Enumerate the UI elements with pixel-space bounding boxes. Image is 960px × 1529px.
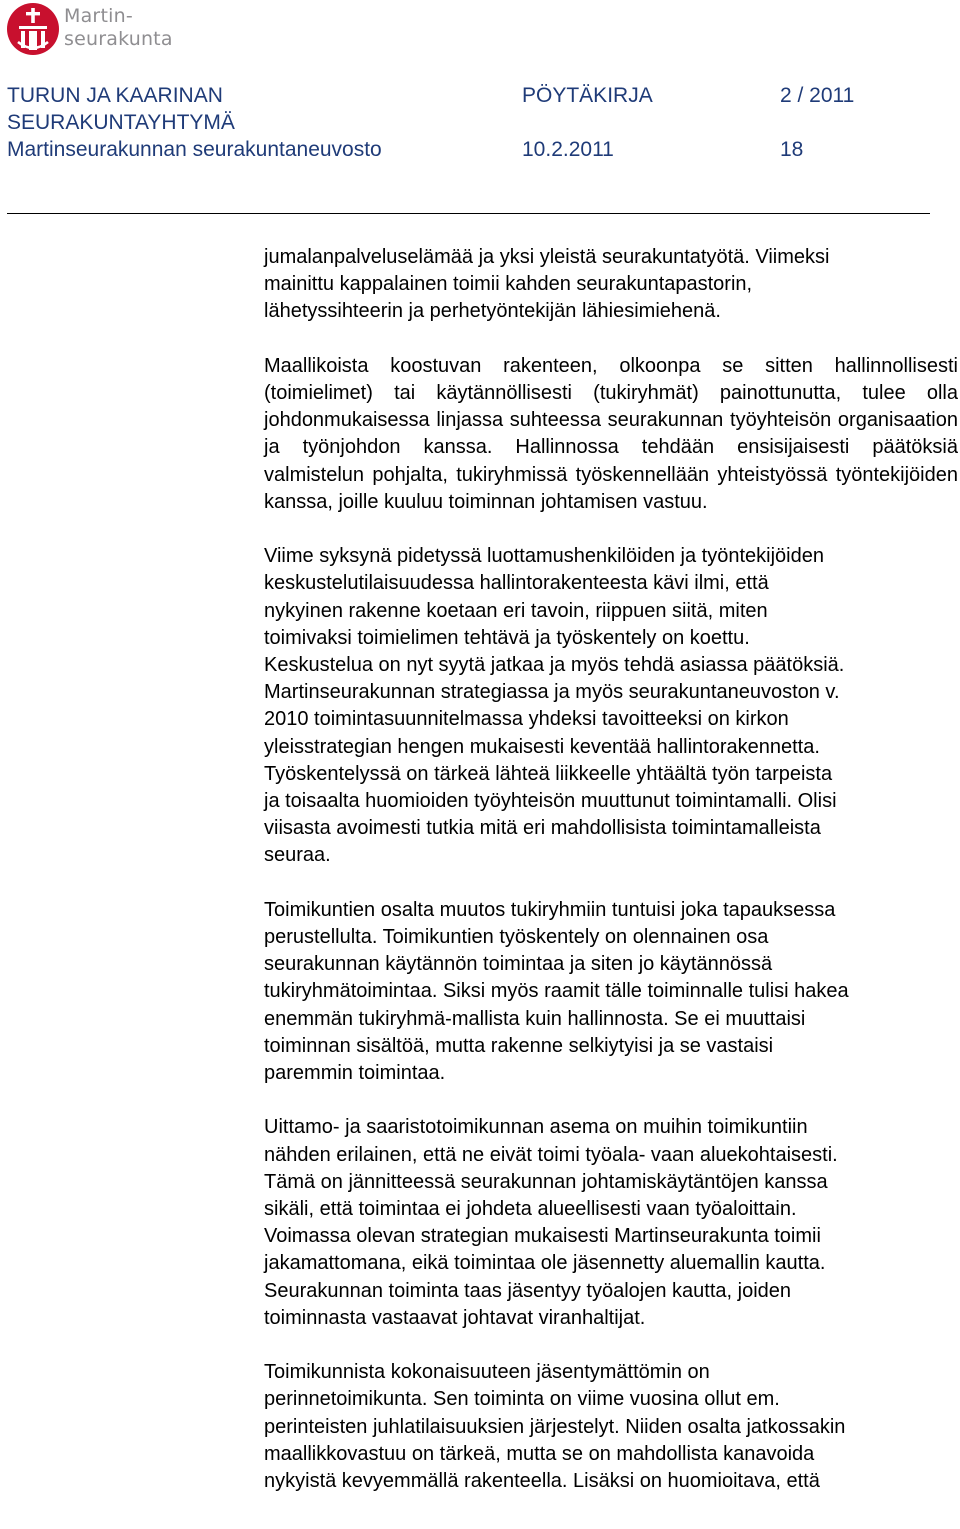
document-number: 2 / 2011 <box>780 84 855 107</box>
header-divider <box>7 213 930 214</box>
body-name: Martinseurakunnan seurakuntaneuvosto <box>7 138 382 161</box>
paragraph: Maallikoista koostuvan rakenteen, olkoonpa se sitten hallinnollisesti (toimielimet) tai käytännöllisesti (tukiryhmät) painottunutta, tulee olla johdonmukaisessa linjassa suhteessa seurakunnan työyhteisön organisaation ja työnjohdon kanssa. Hallinnossa tehdään ensisijaisesti päätöksiä valmistelun pohjalta, tukiryhmissä työskennellään yhteistyössä työntekijöiden kanssa, joille kuuluu toiminnan johtamisen vastuu. <box>264 354 958 513</box>
header-row-2 <box>7 109 947 136</box>
paragraph: Uittamo- ja saaristotoimikunnan asema on muihin toimikuntiin nähden erilainen, että ne eivät toimi työala- vaan aluekohtaisesti. Tämä on jännitteessä seurakunnan johtamiskäytäntöjen kanssa sikäli, että toimintaa ei johdeta alueellisesti vaan työaloittain. Voimassa olevan strategian mukaisesti Martinseurakunta toimii jakamattomana, eikä toimintaa ole jäsennetty aluemallin kautta. Seurakunnan toiminta taas jäsentyy työalojen kautta, joiden toiminnasta vastaavat johtavat viranhaltijat. <box>264 1116 838 1329</box>
document-body <box>264 244 958 1495</box>
organization-subname: SEURAKUNTAYHTYMÄ <box>7 111 235 134</box>
organization-name: TURUN JA KAARINAN <box>7 84 223 107</box>
church-cross-seal-icon <box>6 2 60 56</box>
logo <box>6 2 186 58</box>
header-row-3 <box>7 136 947 163</box>
paragraph: jumalanpalveluselämää ja yksi yleistä seurakuntatyötä. Viimeksi mainittu kappalainen toimii kahden seurakuntapastorin, lähetyssihteerin ja perhetyöntekijän lähiesimiehenä. <box>264 246 830 323</box>
document-header <box>7 82 947 163</box>
document-type: PÖYTÄKIRJA <box>522 84 653 107</box>
page-number: 18 <box>780 138 804 161</box>
paragraph: Viime syksynä pidetyssä luottamushenkilöiden ja työntekijöiden keskustelutilaisuudessa hallintorakenteesta kävi ilmi, että nykyinen rakenne koetaan eri tavoin, riippuen siitä, miten toimivaksi toimielimen tehtävä ja työskentely on koettu. Keskustelua on nyt syytä jatkaa ja myös tehdä asiassa päätöksiä. Martinseurakunnan strategiassa ja myös seurakuntaneuvoston v. 2010 toimintasuunnitelmassa yhdeksi tavoitteeksi on kirkon yleisstrategian hengen mukaisesti keventää hallintorakennetta. Työskentelyssä on tärkeä lähteä liikkeelle yhtäältä työn tarpeista ja toisaalta huomioiden työyhteisön muuttunut toimintamalli. Olisi viisasta avoimesti tutkia mitä eri mahdollisista toimintamalleista seuraa. <box>264 545 845 867</box>
header-row-1 <box>7 82 947 109</box>
logo-line-2: seurakunta <box>64 28 173 50</box>
logo-wordmark <box>64 5 173 51</box>
paragraph: Toimikuntien osalta muutos tukiryhmiin tuntuisi joka tapauksessa perustellulta. Toimikuntien työskentely on olennainen osa seurakunnan käytännön toimintaa ja siten jo käytännössä tukiryhmätoimintaa. Siksi myös raamit tälle toiminnalle tulisi hakea enemmän tukiryhmä-mallista kuin hallinnosta. Se ei muuttaisi toiminnan sisältöä, mutta rakenne selkiytyisi ja se vastaisi paremmin toimintaa. <box>264 898 849 1085</box>
meeting-date: 10.2.2011 <box>522 138 614 161</box>
logo-line-1: Martin- <box>64 5 133 27</box>
paragraph: Toimikunnista kokonaisuuteen jäsentymättömin on perinnetoimikunta. Sen toiminta on viime vuosina ollut em. perinteisten juhlatilaisuuksien järjestelyt. Niiden osalta jatkossakin maallikkovastuu on tärkeä, mutta se on mahdollista kanavoida nykyistä kevyemmällä rakenteella. Lisäksi on huomioitava, että <box>264 1361 846 1493</box>
